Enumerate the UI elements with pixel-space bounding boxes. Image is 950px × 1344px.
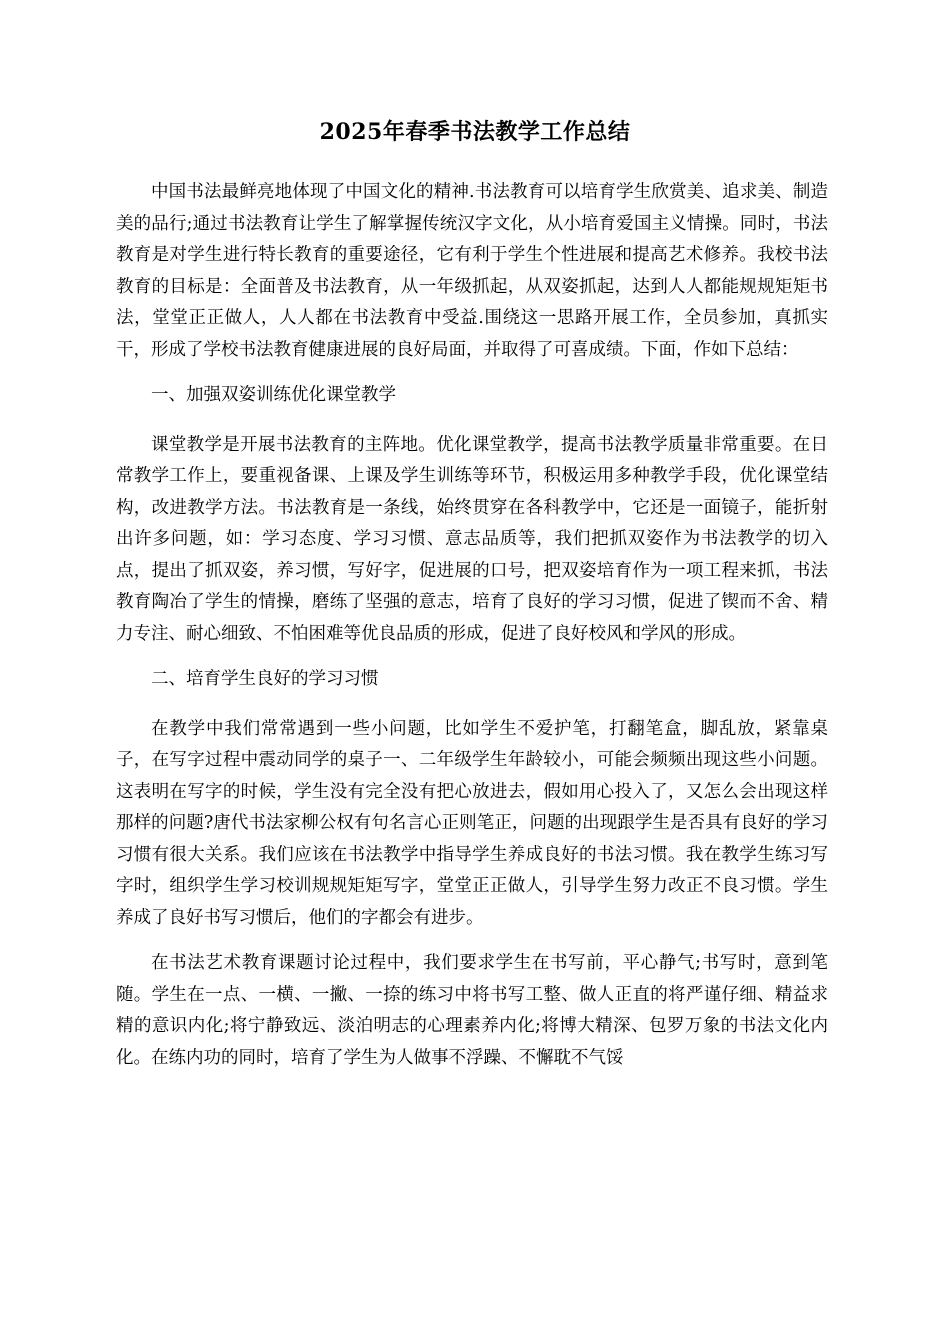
document-title: 2025年春季书法教学工作总结 (319, 119, 631, 145)
section-heading-1: 一、加强双姿训练优化课堂教学 (151, 385, 396, 405)
paragraph-habits: 在教学中我们常常遇到一些小问题，比如学生不爱护笔，打翻笔盒，脚乱放，紧靠桌子，在写字过程中震动同学的桌子一、二年级学生年龄较小，可能会频频出现这些小问题。这表明在写字的时候，学生没有完全没有把心放进去，假如用心投入了，又怎么会出现这样那样的问题?唐代书法家柳公权有句名言心正则笔正，问题的出现跟学生是否具有良好的学习习惯有很大关系。我们应该在书法教学中指导学生养成良好的书法习惯。我在教学生练习写字时，组织学生学习校训规规矩矩写字，堂堂正正做人，引导学生努力改正不良习惯。学生养成了良好书写习惯后，他们的字都会有进步。 (116, 718, 828, 928)
document-body (116, 177, 828, 1088)
section-heading-2: 二、培育学生良好的学习习惯 (151, 669, 379, 689)
paragraph-intro: 中国书法最鲜亮地体现了中国文化的精神.书法教育可以培育学生欣赏美、追求美、制造美的品行;通过书法教育让学生了解掌握传统汉字文化，从小培育爱国主义情操。同时，书法教育是对学生进行特长教育的重要途径，它有利于学生个性进展和提高艺术修养。我校书法教育的目标是：全面普及书法教育，从一年级抓起，从双姿抓起，达到人人都能规规矩矩书法，堂堂正正做人，人人都在书法教育中受益.围绕这一思路开展工作，全员参加，真抓实干，形成了学校书法教育健康进展的良好局面，并取得了可喜成绩。下面，作如下总结： (116, 182, 828, 360)
paragraph-classroom: 课堂教学是开展书法教育的主阵地。优化课堂教学，提高书法教学质量非常重要。在日常教学工作上，要重视备课、上课及学生训练等环节，积极运用多种教学手段，优化课堂结构，改进教学方法。书法教育是一条线，始终贯穿在各科教学中，它还是一面镜子，能折射出许多问题，如：学习态度、学习习惯、意志品质等，我们把抓双姿作为书法教学的切入点，提出了抓双姿，养习惯，写好字，促进展的口号，把双姿培育作为一项工程来抓，书法教育陶冶了学生的情操，磨练了坚强的意志，培育了良好的学习习惯，促进了锲而不舍、精力专注、耐心细致、不怕困难等优良品质的形成，促进了良好校风和学风的形成。 (116, 434, 828, 644)
paragraph-research: 在书法艺术教育课题讨论过程中，我们要求学生在书写前，平心静气;书写时，意到笔随。学生在一点、一横、一撇、一捺的练习中将书写工整、做人正直的将严谨仔细、精益求精的意识内化;将宁静致远、淡泊明志的心理素养内化;将博大精深、包罗万象的书法文化内化。在练内功的同时，培育了学生为人做事不浮躁、不懈耽不气馁 (116, 953, 828, 1068)
